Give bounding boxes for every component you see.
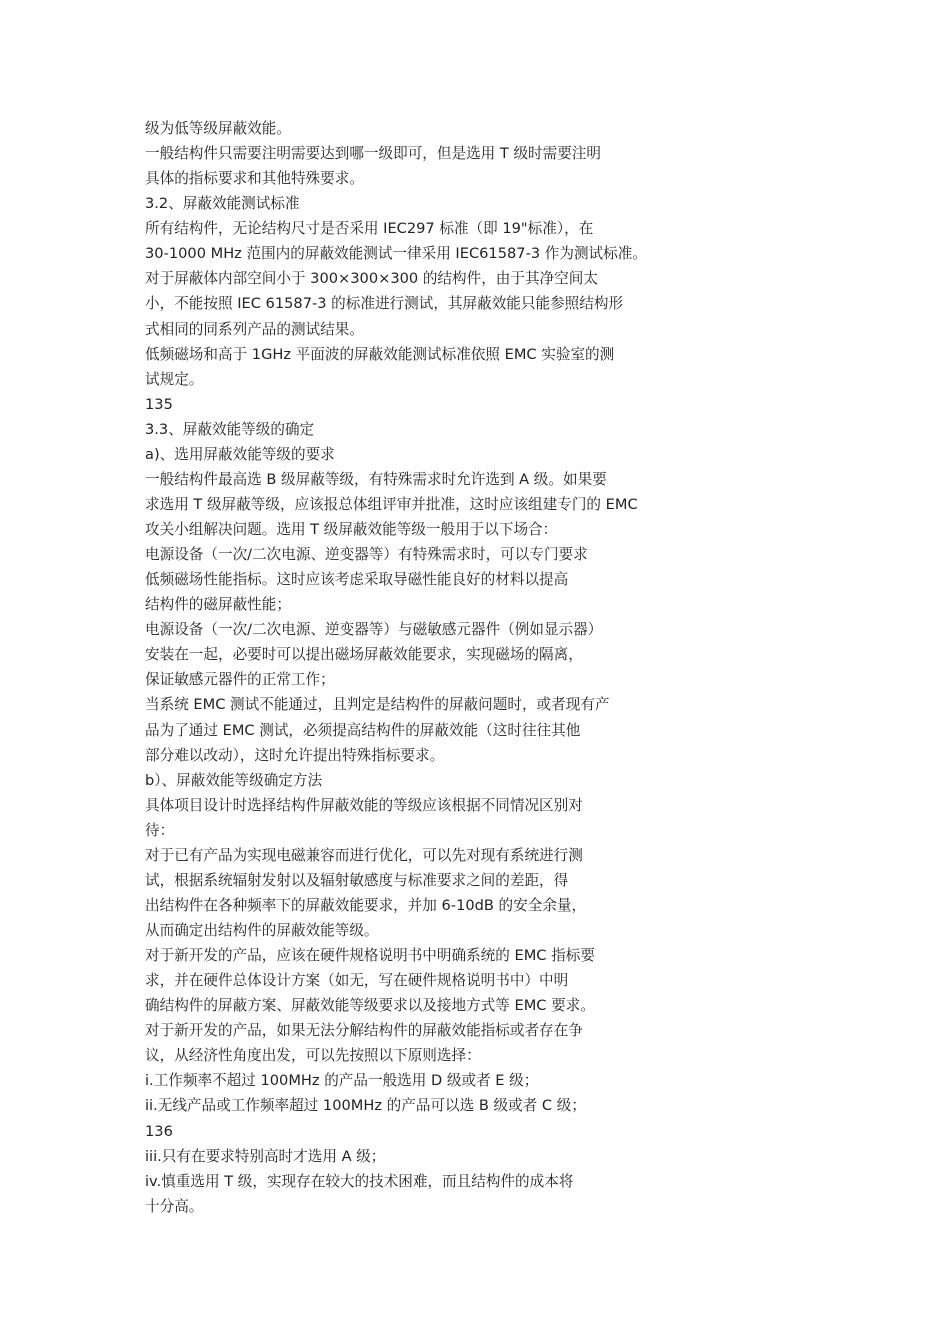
text-line: 试，根据系统辐射发射以及辐射敏感度与标准要求之间的差距，得 <box>145 871 569 889</box>
list-item: i.工作频率不超过 100MHz 的产品一般选用 D 级或者 E 级； <box>145 1072 539 1090</box>
text-line: 攻关小组解决问题。选用 T 级屏蔽效能等级一般用于以下场合： <box>145 521 558 538</box>
text-line: 从而确定出结构件的屏蔽效能等级。 <box>145 922 379 939</box>
text-line: 对于已有产品为实现电磁兼容而进行优化，可以先对现有系统进行测 <box>145 846 583 864</box>
text-line: 小，不能按照 IEC 61587-3 的标准进行测试，其屏蔽效能只能参照结构形 <box>145 295 624 313</box>
list-item: iii.只有在要求特别高时才选用 A 级； <box>145 1147 386 1165</box>
page-number: 136 <box>145 1122 173 1140</box>
section-heading: 3.2、屏蔽效能测试标准 <box>145 195 300 213</box>
text-line: 议，从经济性角度出发，可以先按照以下原则选择： <box>145 1047 481 1065</box>
text-line: 低频磁场性能指标。这时应该考虑采取导磁性能良好的材料以提高 <box>145 571 569 589</box>
text-line: 低频磁场和高于 1GHz 平面波的屏蔽效能测试标准依照 EMC 实验室的测 <box>145 345 615 363</box>
text-line: 品为了通过 EMC 测试，必须提高结构件的屏蔽效能（这时往往其他 <box>145 721 581 739</box>
text-line: 当系统 EMC 测试不能通过，且判定是结构件的屏蔽问题时，或者现有产 <box>145 696 610 714</box>
section-heading: 3.3、屏蔽效能等级的确定 <box>145 420 315 438</box>
text-line: 式相同的同系列产品的测试结果。 <box>145 320 364 338</box>
text-line: 具体项目设计时选择结构件屏蔽效能的等级应该根据不同情况区别对 <box>145 796 583 814</box>
page-number: 135 <box>145 395 173 413</box>
text-line: 对于屏蔽体内部空间小于 300×300×300 的结构件，由于其净空间太 <box>145 270 598 288</box>
text-line: 部分难以改动），这时允许提出特殊指标要求。 <box>145 746 445 764</box>
subsection-heading: b）、屏蔽效能等级确定方法 <box>145 771 323 789</box>
text-line: 试规定。 <box>145 370 204 388</box>
text-line: 电源设备（一次/二次电源、逆变器等）与磁敏感元器件（例如显示器） <box>145 621 603 639</box>
text-line: 安装在一起，必要时可以提出磁场屏蔽效能要求，实现磁场的隔离， <box>145 646 583 664</box>
text-line: 具体的指标要求和其他特殊要求。 <box>145 170 364 188</box>
text-line: 保证敏感元器件的正常工作； <box>145 671 335 689</box>
text-line: 求，并在硬件总体设计方案（如无，写在硬件规格说明书中）中明 <box>145 972 569 990</box>
subsection-heading: a)、选用屏蔽效能等级的要求 <box>145 445 335 463</box>
text-line: 对于新开发的产品，应该在硬件规格说明书中明确系统的 EMC 指标要 <box>145 947 595 965</box>
text-line: 十分高。 <box>145 1197 204 1215</box>
list-item: ii.无线产品或工作频率超过 100MHz 的产品可以选 B 级或者 C 级； <box>145 1097 586 1115</box>
text-line: 所有结构件，无论结构尺寸是否采用 IEC297 标准（即 19"标准），在 <box>145 220 594 238</box>
text-line: 30-1000 MHz 范围内的屏蔽效能测试一律采用 IEC61587-3 作为测试标准。 <box>145 245 647 263</box>
text-line: 求选用 T 级屏蔽等级，应该报总体组评审并批准，这时应该组建专门的 EMC <box>145 495 638 513</box>
text-line: 待： <box>145 821 175 839</box>
text-line: 一般结构件只需要注明需要达到哪一级即可，但是选用 T 级时需要注明 <box>145 145 602 163</box>
text-line: 电源设备（一次/二次电源、逆变器等）有特殊需求时，可以专门要求 <box>145 546 588 564</box>
text-line: 出结构件在各种频率下的屏蔽效能要求，并加 6-10dB 的安全余量， <box>145 896 587 914</box>
list-item: iv.慎重选用 T 级，实现存在较大的技术困难，而且结构件的成本将 <box>145 1172 574 1190</box>
text-line: 确结构件的屏蔽方案、屏蔽效能等级要求以及接地方式等 EMC 要求。 <box>145 997 595 1015</box>
text-line: 一般结构件最高选 B 级屏蔽等级，有特殊需求时允许选到 A 级。如果要 <box>145 470 607 488</box>
document-body <box>145 116 825 1219</box>
text-line: 结构件的磁屏蔽性能； <box>145 596 291 614</box>
text-line: 级为低等级屏蔽效能。 <box>145 120 291 137</box>
text-line: 对于新开发的产品，如果无法分解结构件的屏蔽效能指标或者存在争 <box>145 1022 583 1040</box>
